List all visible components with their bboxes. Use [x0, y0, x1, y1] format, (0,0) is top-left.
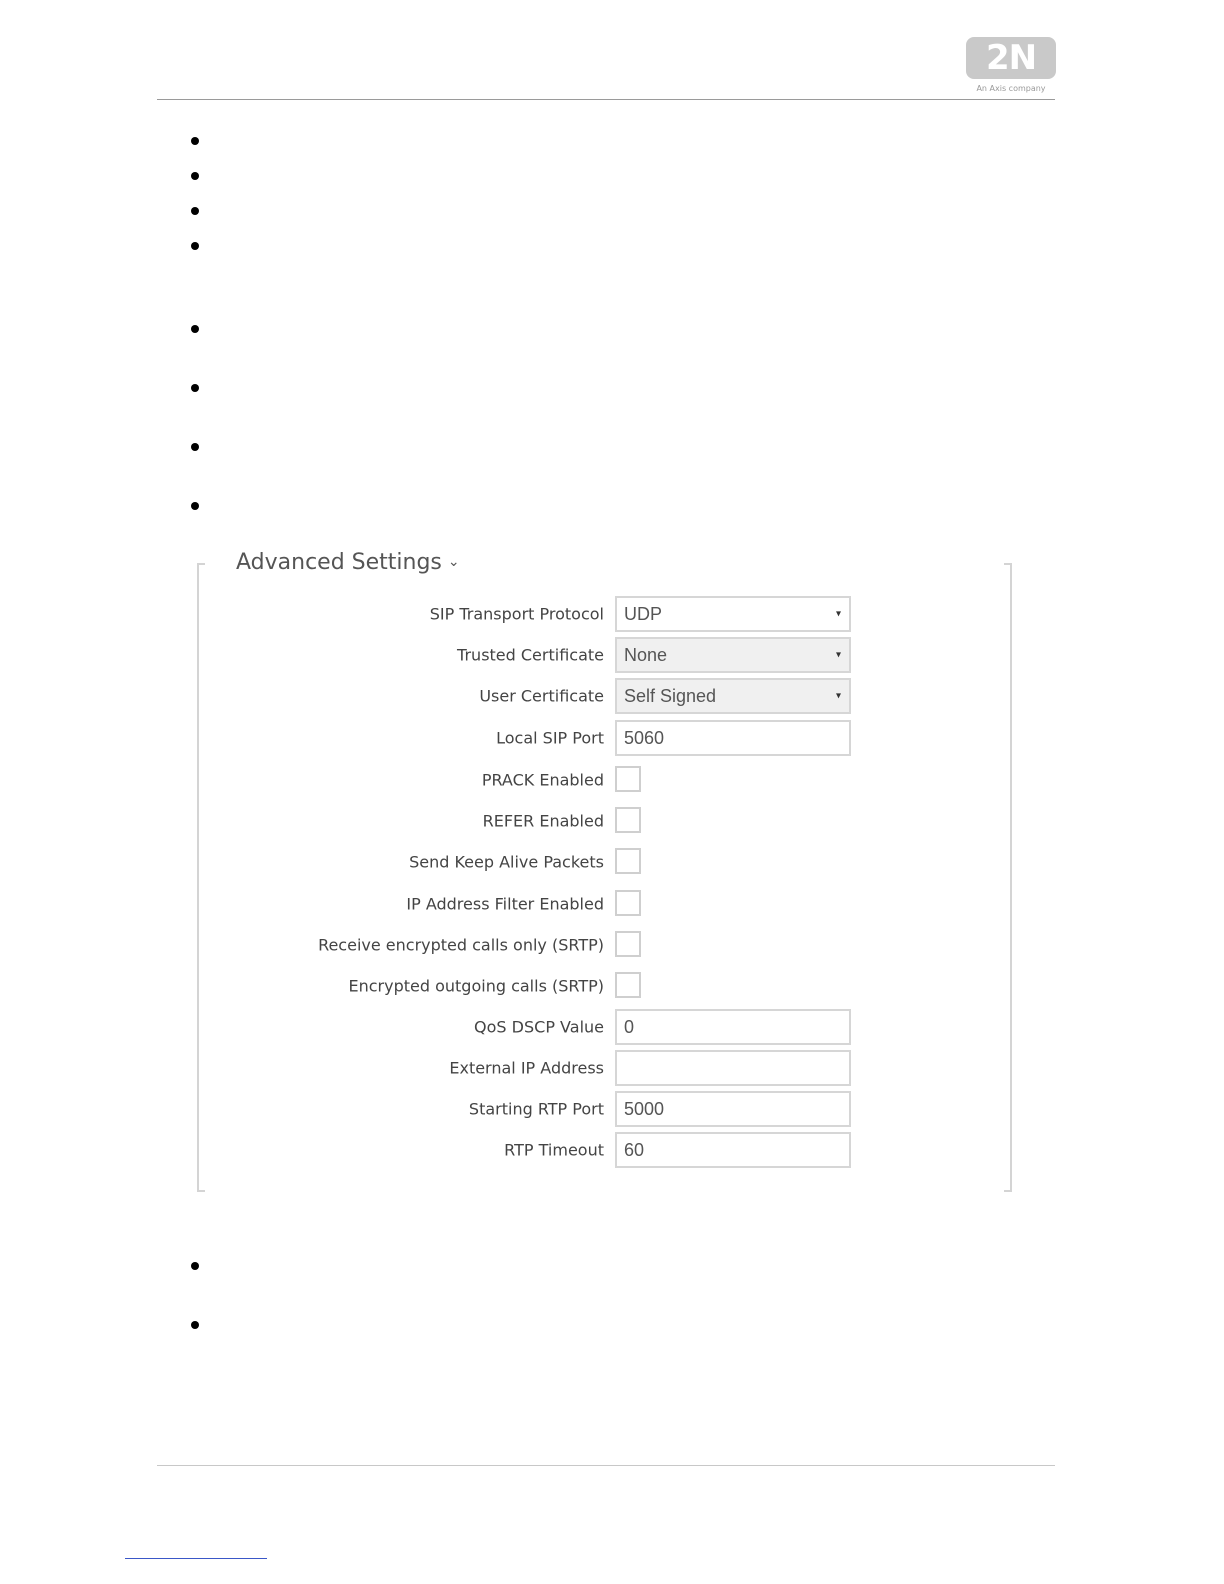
encrypted-outgoing-checkbox[interactable] — [615, 972, 641, 998]
frame-bracket-right — [1004, 563, 1012, 1192]
input-value: 60 — [624, 1139, 645, 1160]
bullet-marker — [191, 207, 199, 215]
bullet-marker — [191, 384, 199, 392]
select-value: Self Signed — [624, 685, 717, 706]
header-divider — [157, 99, 1055, 100]
field-label: REFER Enabled — [482, 811, 604, 831]
select-value: None — [624, 644, 668, 665]
rtp-timeout-input[interactable] — [615, 1132, 851, 1168]
field-label: IP Address Filter Enabled — [406, 894, 604, 914]
user-certificate-select[interactable] — [615, 678, 851, 714]
row-qos-dscp-value — [200, 1009, 900, 1045]
row-rtp-timeout — [200, 1132, 900, 1168]
starting-rtp-port-input[interactable] — [615, 1091, 851, 1127]
external-ip-input[interactable] — [615, 1050, 851, 1086]
field-label: Starting RTP Port — [468, 1099, 604, 1119]
bullet-marker — [191, 172, 199, 180]
input-value: 0 — [624, 1016, 635, 1037]
field-label: Encrypted outgoing calls (SRTP) — [348, 976, 604, 996]
footer-link-underline[interactable] — [125, 1558, 267, 1559]
field-label: QoS DSCP Value — [474, 1017, 604, 1037]
local-sip-port-input[interactable] — [615, 720, 851, 756]
field-label: User Certificate — [479, 686, 604, 706]
row-refer-enabled — [200, 803, 900, 839]
row-send-keep-alive-packets — [200, 844, 900, 880]
keep-alive-checkbox[interactable] — [615, 848, 641, 874]
prack-enabled-checkbox[interactable] — [615, 766, 641, 792]
footer-divider — [157, 1465, 1055, 1466]
field-label: Receive encrypted calls only (SRTP) — [318, 935, 604, 955]
sip-transport-protocol-select[interactable] — [615, 596, 851, 632]
bullet-marker — [191, 325, 199, 333]
ip-filter-checkbox[interactable] — [615, 890, 641, 916]
qos-dscp-input[interactable] — [615, 1009, 851, 1045]
field-label: Local SIP Port — [496, 728, 604, 748]
select-value: UDP — [624, 603, 663, 624]
dropdown-arrow-icon: ▾ — [835, 608, 841, 620]
receive-encrypted-checkbox[interactable] — [615, 931, 641, 957]
field-label: SIP Transport Protocol — [429, 604, 604, 624]
bullet-marker — [191, 137, 199, 145]
bullet-marker — [191, 502, 199, 510]
row-user-certificate — [200, 678, 900, 714]
field-label: Trusted Certificate — [457, 645, 604, 665]
logo-subtitle: An Axis company — [976, 84, 1046, 93]
dropdown-arrow-icon: ▾ — [835, 690, 841, 702]
row-receive-encrypted-calls — [200, 927, 900, 963]
row-external-ip-address — [200, 1050, 900, 1086]
bullet-marker — [191, 1262, 199, 1270]
row-starting-rtp-port — [200, 1091, 900, 1127]
row-trusted-certificate — [200, 637, 900, 673]
panel-title: Advanced Settings — [236, 550, 442, 575]
field-label: RTP Timeout — [504, 1140, 604, 1160]
field-label: External IP Address — [449, 1058, 604, 1078]
bullet-marker — [191, 242, 199, 250]
row-prack-enabled — [200, 762, 900, 798]
field-label: Send Keep Alive Packets — [409, 852, 604, 872]
trusted-certificate-select[interactable] — [615, 637, 851, 673]
refer-enabled-checkbox[interactable] — [615, 807, 641, 833]
input-value: 5000 — [624, 1098, 665, 1119]
row-sip-transport-protocol — [200, 596, 900, 632]
dropdown-arrow-icon: ▾ — [835, 649, 841, 661]
row-ip-address-filter — [200, 886, 900, 922]
row-encrypted-outgoing-calls — [200, 968, 900, 1004]
row-local-sip-port — [200, 720, 900, 756]
input-value: 5060 — [624, 727, 665, 748]
bullet-marker — [191, 1321, 199, 1329]
advanced-settings-header[interactable] — [236, 550, 466, 575]
chevron-down-icon: ⌄ — [447, 554, 460, 570]
brand-logo — [966, 37, 1056, 79]
logo-text: 2N — [985, 38, 1037, 78]
bullet-marker — [191, 443, 199, 451]
field-label: PRACK Enabled — [481, 770, 604, 790]
